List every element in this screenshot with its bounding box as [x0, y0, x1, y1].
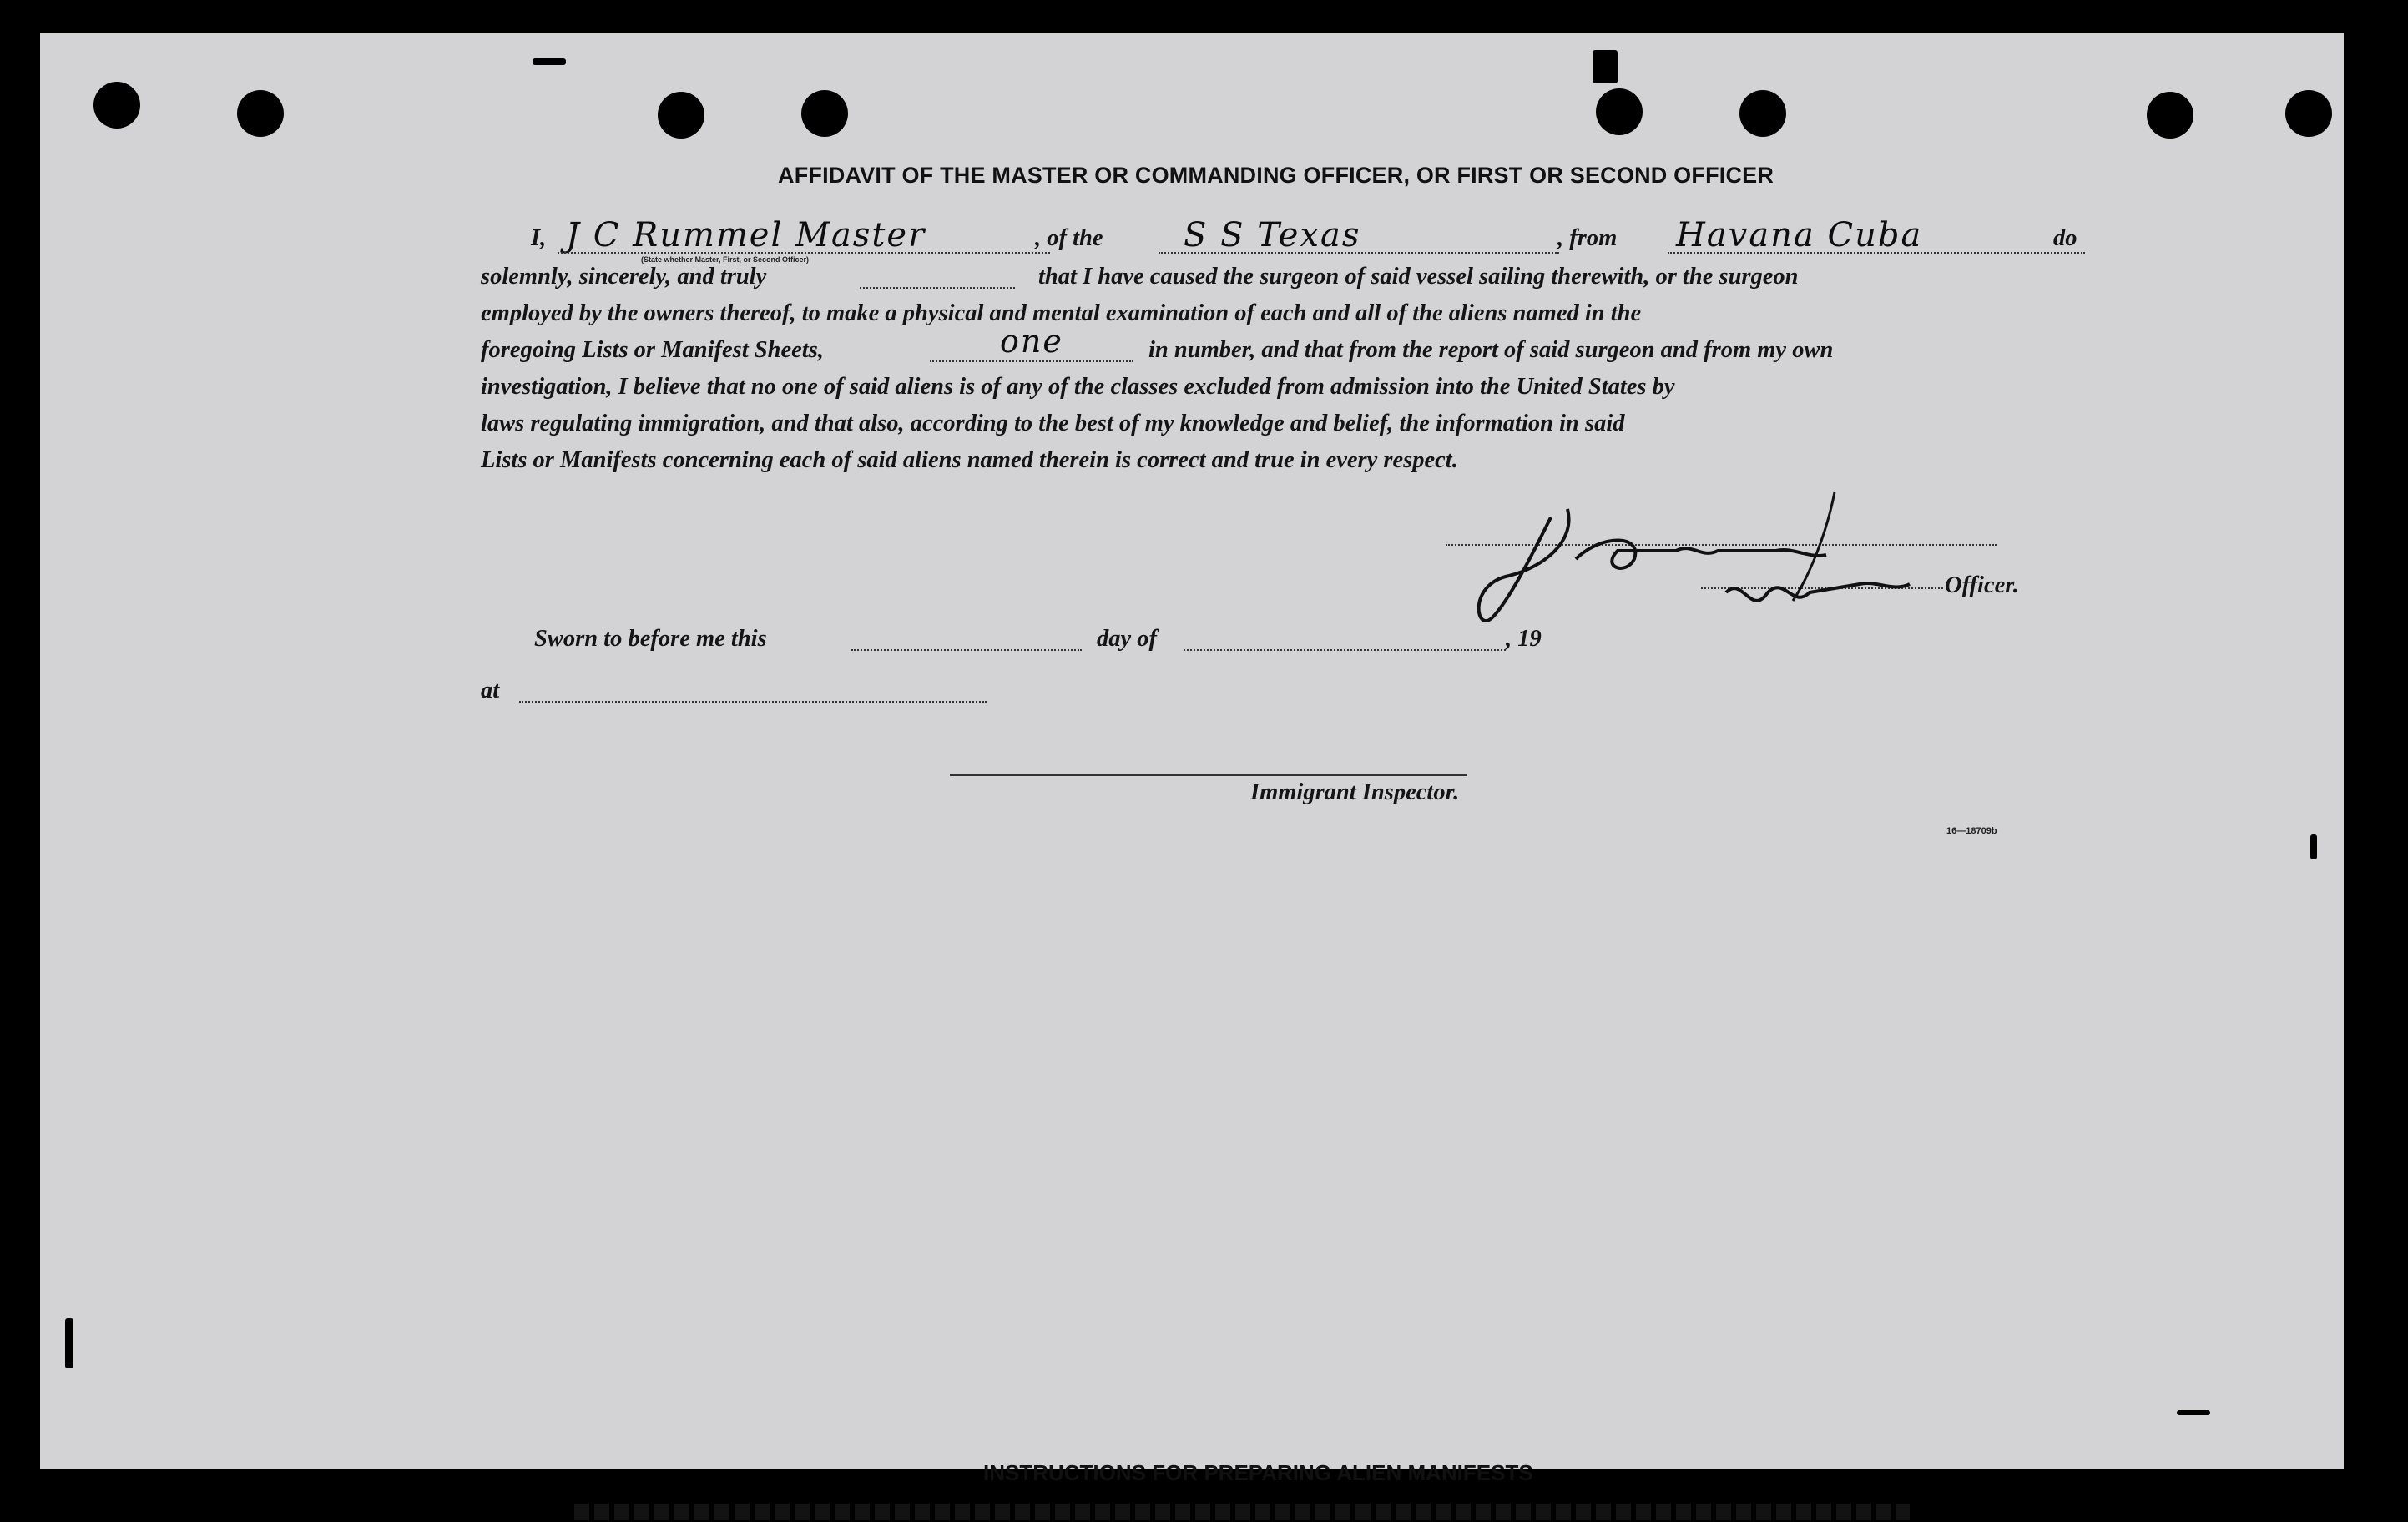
affidavit-title: AFFIDAVIT OF THE MASTER OR COMMANDING OFFICER, OR FIRST OR SECOND OFFICER [778, 163, 1774, 188]
affidavit-line-1 [531, 227, 546, 251]
year-prefix: , 19 [1506, 626, 1542, 652]
punch-hole-1 [93, 82, 140, 129]
name-line [558, 252, 1050, 254]
scan-mark [65, 1318, 73, 1368]
port-line [1668, 252, 2085, 254]
count-line [930, 360, 1133, 362]
scan-mark [2177, 1410, 2210, 1415]
punch-hole-3 [658, 92, 704, 139]
officer-label: Officer. [1945, 572, 2019, 598]
filled-sheet-count: one [1000, 323, 1063, 360]
prefix-i: I, [531, 225, 547, 251]
affidavit-line-2b: that I have caused the surgeon of said vessel sailing therewith, or the surgeon [1038, 264, 1799, 290]
sworn-day-line [851, 649, 1082, 651]
instructions-title: INSTRUCTIONS FOR PREPARING ALIEN MANIFESTS [983, 1460, 1533, 1485]
punch-hole-7 [2147, 92, 2193, 139]
sworn-text: Sworn to before me this [534, 626, 767, 652]
sworn-month-line [1184, 649, 1506, 651]
affidavit-line-5: investigation, I believe that no one of said aliens is of any of the classes excluded from admission into the United States by [481, 374, 1675, 400]
do-label: do [2053, 225, 2077, 251]
officer-signature [1476, 484, 1943, 634]
truly-line [860, 287, 1015, 289]
inspector-label: Immigrant Inspector. [1250, 779, 1460, 805]
filled-port: Havana Cuba [1676, 216, 1923, 255]
at-line [519, 701, 987, 703]
affidavit-line-2a: solemnly, sincerely, and truly [481, 264, 767, 290]
punch-hole-2 [237, 90, 284, 137]
affidavit-line-4b: in number, and that from the report of said surgeon and from my own [1148, 337, 1834, 363]
scan-mark [2310, 834, 2317, 859]
document-page [40, 33, 2344, 1485]
affidavit-line-7: Lists or Manifests concerning each of said aliens named therein is correct and true in every respect. [481, 447, 1458, 473]
officer-rank-hint: (State whether Master, First, or Second Officer) [641, 255, 810, 264]
filled-vessel-name: S S Texas [1184, 216, 1361, 255]
scan-mark [533, 58, 566, 65]
inspector-signature-line [950, 774, 1467, 776]
punch-hole-5 [1596, 88, 1643, 135]
punch-hole-4 [801, 90, 848, 137]
punch-hole-8 [2285, 90, 2332, 137]
filled-officer-name: J C Rummel Master [566, 216, 926, 255]
scan-mark [1593, 50, 1618, 83]
of-the-label: , of the [1035, 225, 1103, 251]
from-label: , from [1557, 225, 1618, 251]
punch-hole-6 [1739, 90, 1786, 137]
day-of-label: day of [1097, 626, 1158, 652]
affidavit-line-4a: foregoing Lists or Manifest Sheets, [481, 337, 824, 363]
affidavit-line-6: laws regulating immigration, and that also, according to the best of my knowledge and belief, the information in said [481, 411, 1625, 436]
affidavit-line-3: employed by the owners thereof, to make a physical and mental examination of each and all of the aliens named in the [481, 300, 1642, 326]
cutoff-text-line [574, 1504, 1910, 1520]
at-label: at [481, 678, 500, 703]
form-number: 16—18709b [1946, 826, 1997, 836]
vessel-line [1159, 252, 1559, 254]
